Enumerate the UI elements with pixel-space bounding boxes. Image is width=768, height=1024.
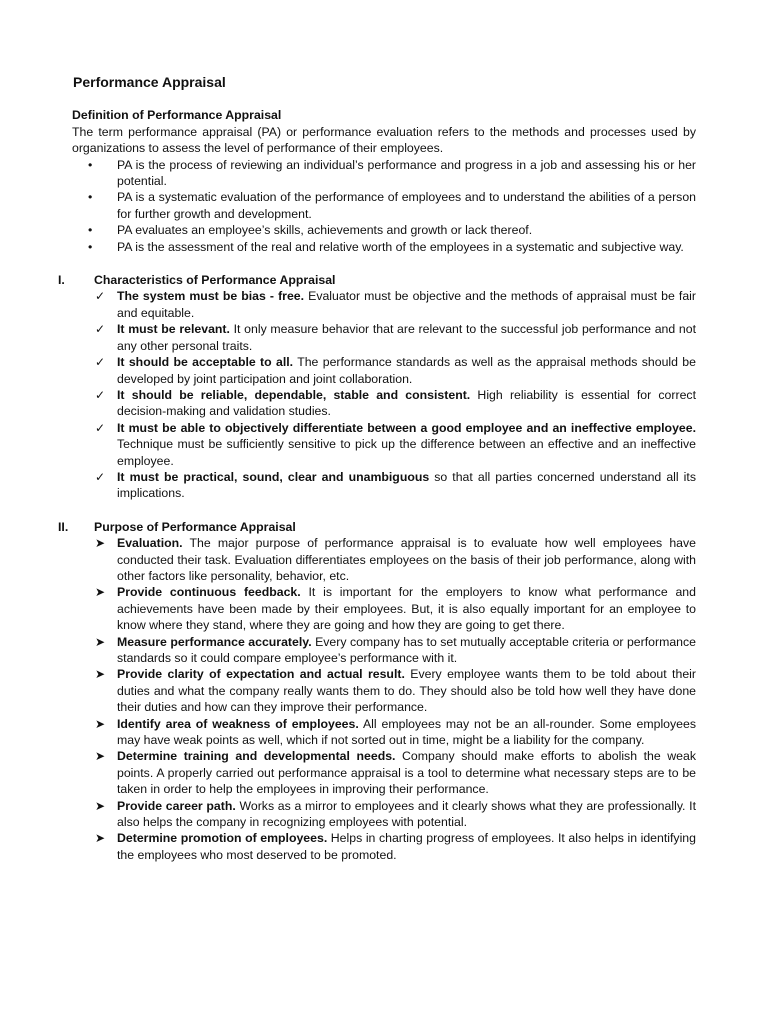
list-item xyxy=(72,535,696,584)
purpose-heading xyxy=(58,519,696,535)
list-item xyxy=(72,716,696,749)
item-lead: Evaluation. xyxy=(117,536,183,551)
item-lead: It should be reliable, dependable, stable and consistent. xyxy=(117,387,471,402)
item-text: It only measure behavior that are relevant to the successful job performance and not any other personal traits. xyxy=(117,322,697,353)
list-item xyxy=(72,387,696,420)
checkmark-icon: ✓ xyxy=(95,420,106,435)
item-lead: Identify area of weakness of employees. xyxy=(117,716,359,731)
checkmark-icon: ✓ xyxy=(95,322,106,337)
item-lead: It must be relevant. xyxy=(117,322,230,337)
bullet-icon: • xyxy=(88,190,93,205)
item-text: Works as a mirror to employees and it clearly shows what they are professionally. It also helps the company in recognizing employees with potential. xyxy=(117,798,696,830)
item-lead: It must be practical, sound, clear and unambiguous xyxy=(117,469,430,484)
characteristics-list xyxy=(72,288,696,501)
arrow-right-icon: ➤ xyxy=(95,585,106,600)
item-text: All employees may not be an all-rounder. Some employees may have weak points as well, which if not sorted out in time, might be a liability for the company. xyxy=(117,716,696,748)
checkmark-icon: ✓ xyxy=(95,387,106,402)
section-number: I. xyxy=(58,273,65,288)
list-item xyxy=(72,189,696,222)
checkmark-icon: ✓ xyxy=(95,469,106,484)
section-title: Purpose of Performance Appraisal xyxy=(94,519,296,534)
definition-paragraph: The term performance appraisal (PA) or performance evaluation refers to the methods and processes used by organizations to assess the level of performance of their employees. xyxy=(72,124,696,156)
arrow-right-icon: ➤ xyxy=(95,716,106,731)
item-lead: Determine training and developmental needs. xyxy=(117,749,396,764)
item-lead: Provide career path. xyxy=(117,798,236,813)
definition-bullet-list xyxy=(72,157,696,255)
list-item-text: PA is a systematic evaluation of the performance of employees and to understand the abilities of a person for further growth and development. xyxy=(117,190,696,221)
arrow-right-icon: ➤ xyxy=(95,634,106,649)
bullet-icon: • xyxy=(88,239,93,254)
item-lead: Provide continuous feedback. xyxy=(117,585,301,600)
list-item xyxy=(72,321,696,354)
list-item xyxy=(72,748,696,797)
section-title: Characteristics of Performance Appraisal xyxy=(94,273,336,288)
item-text: Company should make efforts to abolish the weak points. A properly carried out performance appraisal is a tool to determine what necessary steps are to be taken in order to help the employees in improving their performance. xyxy=(117,749,696,797)
list-item xyxy=(72,354,696,387)
arrow-right-icon: ➤ xyxy=(95,749,106,764)
list-item xyxy=(72,798,696,831)
item-text: Every company has to set mutually acceptable criteria or performance standards so it could compare employee’s performance with it. xyxy=(117,634,696,665)
section-number: II. xyxy=(58,519,69,534)
item-lead: The system must be bias - free. xyxy=(117,289,305,304)
list-item xyxy=(72,157,696,190)
item-lead: Measure performance accurately. xyxy=(117,634,312,649)
list-item xyxy=(72,469,696,502)
purpose-section xyxy=(58,519,696,864)
list-item xyxy=(72,239,696,255)
list-item xyxy=(72,830,696,863)
item-text: Every employee wants them to be told about their duties and what the company really wants them to do. They should also be told how well they have done their duties and how can they improve their performance. xyxy=(117,667,696,715)
item-lead: It should be acceptable to all. xyxy=(117,355,294,370)
bullet-icon: • xyxy=(88,223,93,238)
arrow-right-icon: ➤ xyxy=(95,536,106,551)
item-lead: It must be able to objectively differentiate between a good employee and an ineffective employee. xyxy=(117,420,696,435)
item-text: so that all parties concerned understand all its implications. xyxy=(117,469,696,501)
item-text: Evaluator must be objective and the methods of appraisal must be fair and equitable. xyxy=(117,289,696,320)
item-text: It is important for the employers to know what performance and achievements have been made by their employees. But, it is also equally important for an employee to know where they stand, where they are going and how they are going to get there. xyxy=(117,585,696,633)
list-item-text: PA is the process of reviewing an individual’s performance and progress in a job and assessing his or her potential. xyxy=(117,157,696,189)
item-text: The performance standards as well as the appraisal methods should be developed by joint participation and joint collaboration. xyxy=(117,355,696,386)
list-item xyxy=(72,584,696,633)
checkmark-icon: ✓ xyxy=(95,355,106,370)
list-item xyxy=(72,420,696,469)
definition-heading: Definition of Performance Appraisal xyxy=(72,108,282,123)
bullet-icon: • xyxy=(88,157,93,172)
list-item xyxy=(72,288,696,321)
characteristics-heading xyxy=(58,272,696,288)
checkmark-icon: ✓ xyxy=(95,289,106,304)
item-text: High reliability is essential for correct decision-making and validation studies. xyxy=(117,387,696,419)
item-text: The major purpose of performance appraisal is to evaluate how well employees have conducted their task. Evaluation differentiates employees on the basis of their job performance, along with other factors like personality, behavior, etc. xyxy=(117,536,696,583)
arrow-right-icon: ➤ xyxy=(95,798,106,813)
characteristics-section xyxy=(58,272,697,502)
document-title: Performance Appraisal xyxy=(73,74,226,90)
arrow-right-icon: ➤ xyxy=(95,831,106,846)
list-item-text: PA is the assessment of the real and relative worth of the employees in a systematic and subjective way. xyxy=(117,239,684,254)
list-item-text: PA evaluates an employee’s skills, achievements and growth or lack thereof. xyxy=(117,223,533,238)
arrow-right-icon: ➤ xyxy=(95,667,106,682)
item-text: Technique must be sufficiently sensitive to pick up the difference between an effective and an ineffective employee. xyxy=(117,437,696,468)
purpose-list xyxy=(72,535,696,863)
list-item xyxy=(72,666,696,715)
list-item xyxy=(72,222,696,238)
item-lead: Determine promotion of employees. xyxy=(117,831,328,846)
list-item xyxy=(72,634,696,667)
item-lead: Provide clarity of expectation and actual result. xyxy=(117,667,405,682)
item-text: Helps in charting progress of employees. It also helps in identifying the employees who most deserved to be promoted. xyxy=(117,831,696,862)
